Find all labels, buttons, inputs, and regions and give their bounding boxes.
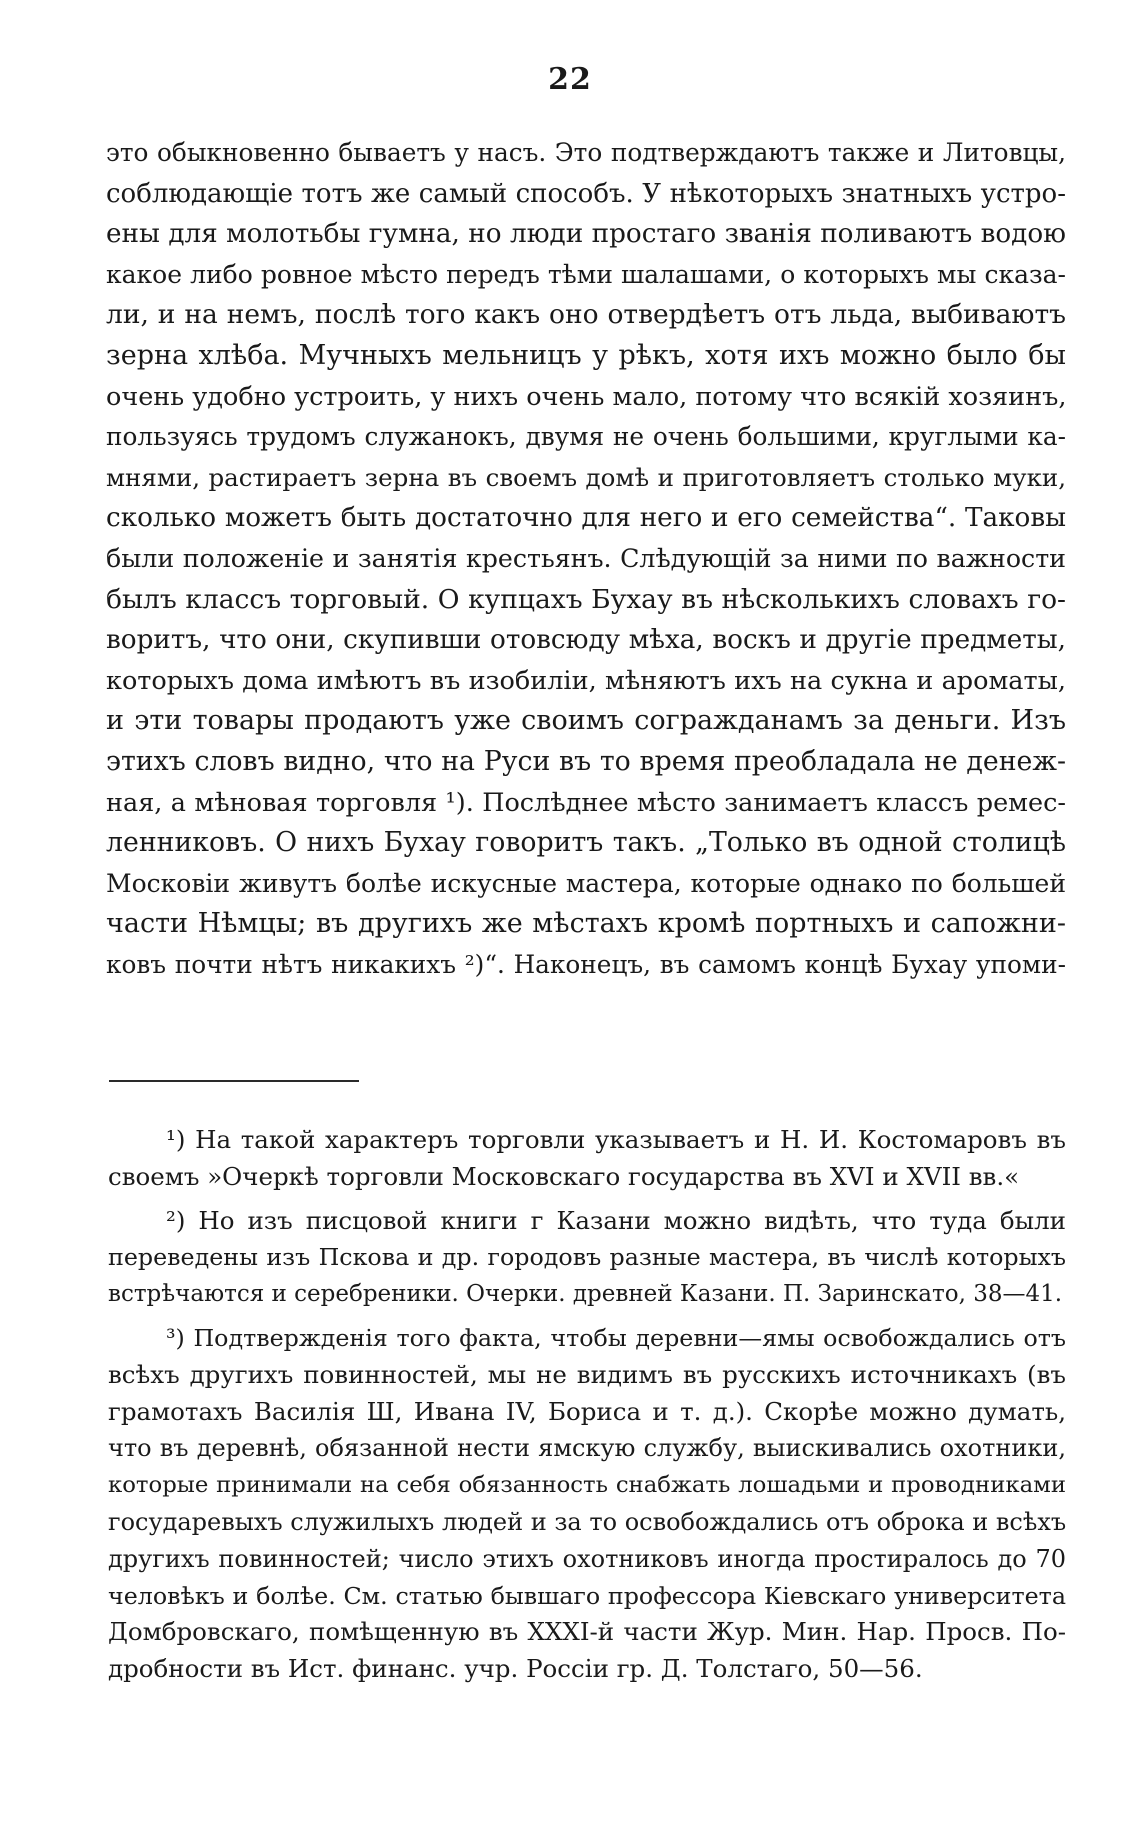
text-line: ная, а мѣновая торговля ¹). Послѣднее мѣсто занимаетъ классъ ремес- xyxy=(106,787,1066,818)
footnote-2 xyxy=(108,1203,1066,1313)
footnote-line: грамотахъ Василія Ш, Ивана IV, Бориса и т. д.). Скорѣе можно думать, xyxy=(108,1396,1066,1426)
footnotes xyxy=(108,1122,1066,1688)
text-line: мнями, растираетъ зерна въ своемъ домѣ и приготовляетъ столько муки, xyxy=(106,462,1066,492)
text-line: и эти товары продаютъ уже своимъ согражданамъ за деньги. Изъ xyxy=(106,705,1066,737)
text-line: былъ классъ торговый. О купцахъ Бухау въ нѣсколькихъ словахъ го- xyxy=(106,583,1066,615)
footnote-line: дробности въ Ист. финанс. учр. Россіи гр. Д. Толстаго, 50—56. xyxy=(108,1654,923,1684)
footnote-line: переведены изъ Пскова и др. городовъ разные мастера, въ числѣ которыхъ xyxy=(108,1243,1066,1272)
text-line: которыхъ дома имѣютъ въ изобиліи, мѣняютъ ихъ на сукна и ароматы, xyxy=(106,665,1066,696)
text-line: зерна хлѣба. Мучныхъ мельницъ у рѣкъ, хотя ихъ можно было бы xyxy=(106,339,1066,371)
footnote-1 xyxy=(108,1122,1066,1196)
text-line: этихъ словъ видно, что на Руси въ то время преобладала не денеж- xyxy=(106,745,1066,777)
footnote-line: человѣкъ и болѣе. См. статью бывшаго профессора Кіевскаго университета xyxy=(108,1581,1066,1610)
footnote-line: своемъ »Очеркѣ торговли Московскаго государства въ XVI и XVII вв.« xyxy=(108,1161,1020,1191)
footnote-line: другихъ повинностей; число этихъ охотниковъ иногда простиралось до 70 xyxy=(108,1544,1066,1573)
text-line: какое либо ровное мѣсто передъ тѣми шалашами, о которыхъ мы сказа- xyxy=(106,259,1066,289)
page-number: 22 xyxy=(548,62,592,97)
main-text-body xyxy=(106,133,1066,985)
footnote-line: всѣхъ другихъ повинностей, мы не видимъ въ русскихъ источникахъ (въ xyxy=(108,1359,1066,1389)
text-line: это обыкновенно бываетъ у насъ. Это подтверждаютъ также и Литовцы, xyxy=(106,138,1066,167)
footnote-line: встрѣчаются и серебреники. Очерки. древней Казани. П. Заринскато, 38—41. xyxy=(108,1281,1063,1308)
text-line: пользуясь трудомъ служанокъ, двумя не очень большими, круглыми ка- xyxy=(106,422,1066,452)
footnote-3 xyxy=(108,1320,1066,1688)
text-line: были положеніе и занятія крестьянъ. Слѣдующій за ними по важности xyxy=(106,543,1066,573)
text-line: Московіи живутъ болѣе искусные мастера, которые однако по большей xyxy=(106,868,1066,898)
text-line: воритъ, что они, скупивши отовсюду мѣха, воскъ и другіе предметы, xyxy=(106,625,1066,656)
footnote-line: ²) Но изъ писцовой книги г Казани можно видѣть, что туда были xyxy=(166,1205,1066,1235)
text-line: соблюдающіе тотъ же самый способъ. У нѣкоторыхъ знатныхъ устро- xyxy=(106,178,1066,209)
text-line: ленниковъ. О нихъ Бухау говоритъ такъ. „Только въ одной столицѣ xyxy=(106,827,1066,859)
text-line: очень удобно устроить, у нихъ очень мало, потому что всякій хозяинъ, xyxy=(106,381,1067,412)
text-line: ковъ почти нѣтъ никакихъ ²)“. Наконецъ, въ самомъ концѣ Бухау упоми- xyxy=(106,949,1066,979)
text-line: ены для молотьбы гумна, но люди простаго званія поливаютъ водою xyxy=(106,219,1066,250)
footnote-line: которые принимали на себя обязанность снабжать лошадьми и проводниками xyxy=(108,1472,1066,1499)
footnote-line: что въ деревнѣ, обязанной нести ямскую службу, выискивались охотники, xyxy=(108,1434,1066,1463)
text-line: сколько можетъ быть достаточно для него и его семейства“. Таковы xyxy=(106,503,1066,534)
text-line: части Нѣмцы; въ другихъ же мѣстахъ кромѣ портныхъ и сапожни- xyxy=(106,908,1066,940)
footnote-line: Домбровскаго, помѣщенную въ XXXI-й части Жур. Мин. Нар. Просв. По- xyxy=(108,1617,1066,1647)
footnote-line: ³) Подтвержденія того факта, чтобы деревни—ямы освобождались отъ xyxy=(166,1323,1066,1352)
footnote-line: государевыхъ служилыхъ людей и за то освобождались отъ оброка и всѣхъ xyxy=(108,1507,1067,1536)
text-line: ли, и на немъ, послѣ того какъ оно отвердѣетъ отъ льда, выбиваютъ xyxy=(106,299,1066,331)
footnote-line: ¹) На такой характеръ торговли указываетъ и Н. И. Костомаровъ въ xyxy=(166,1125,1066,1154)
footnote-separator xyxy=(109,1080,359,1082)
